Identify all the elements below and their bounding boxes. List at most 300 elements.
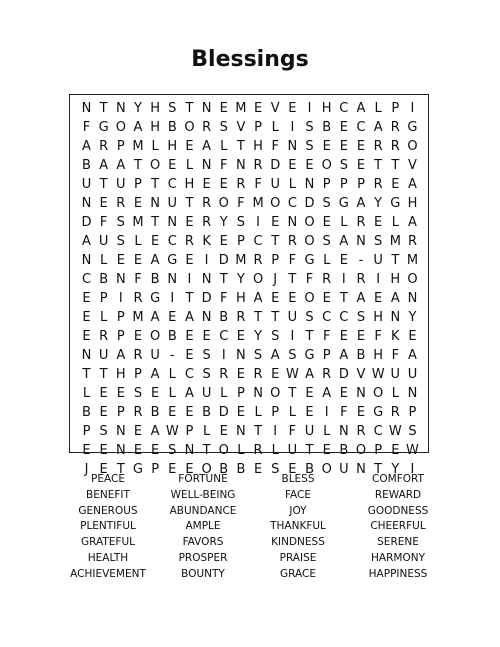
grid-letter[interactable]: U: [81, 177, 92, 192]
grid-letter[interactable]: R: [390, 120, 400, 135]
grid-letter[interactable]: A: [116, 348, 126, 363]
grid-letter[interactable]: E: [99, 462, 108, 477]
grid-letter[interactable]: T: [339, 291, 348, 306]
grid-letter[interactable]: G: [304, 253, 315, 268]
grid-letter[interactable]: B: [219, 310, 229, 325]
grid-letter[interactable]: E: [305, 386, 314, 401]
grid-letter[interactable]: B: [99, 272, 109, 287]
grid-letter[interactable]: U: [304, 424, 315, 439]
grid-letter[interactable]: H: [373, 348, 384, 363]
grid-letter[interactable]: I: [290, 329, 295, 344]
grid-letter[interactable]: A: [373, 120, 383, 135]
grid-letter[interactable]: I: [324, 405, 329, 420]
grid-letter[interactable]: H: [236, 291, 246, 306]
grid-letter[interactable]: B: [236, 462, 246, 477]
grid-letter[interactable]: A: [82, 139, 91, 154]
grid-letter[interactable]: M: [132, 310, 144, 325]
grid-letter[interactable]: A: [339, 348, 349, 363]
grid-letter[interactable]: E: [116, 253, 125, 268]
grid-letter[interactable]: A: [82, 234, 91, 249]
grid-letter[interactable]: E: [339, 253, 348, 268]
grid-letter[interactable]: V: [356, 367, 366, 382]
grid-letter[interactable]: F: [254, 177, 262, 192]
grid-letter[interactable]: B: [305, 462, 314, 477]
grid-letter[interactable]: E: [99, 386, 108, 401]
grid-letter[interactable]: T: [151, 177, 160, 192]
grid-letter[interactable]: U: [116, 177, 126, 192]
grid-letter[interactable]: A: [339, 234, 349, 249]
grid-letter[interactable]: E: [271, 291, 280, 306]
grid-letter[interactable]: J: [273, 272, 278, 287]
grid-letter[interactable]: O: [407, 139, 418, 154]
grid-letter[interactable]: E: [116, 386, 125, 401]
grid-letter[interactable]: S: [356, 310, 366, 325]
grid-letter[interactable]: E: [339, 139, 348, 154]
grid-letter[interactable]: N: [201, 272, 212, 287]
grid-letter[interactable]: B: [82, 158, 91, 173]
grid-letter[interactable]: E: [185, 253, 194, 268]
grid-letter[interactable]: T: [305, 443, 314, 458]
grid-letter[interactable]: N: [356, 386, 366, 401]
grid-letter[interactable]: E: [374, 215, 383, 230]
grid-letter[interactable]: O: [321, 158, 332, 173]
grid-letter[interactable]: P: [271, 405, 280, 420]
grid-letter[interactable]: U: [339, 462, 349, 477]
grid-letter[interactable]: I: [410, 101, 415, 116]
grid-letter[interactable]: S: [288, 348, 297, 363]
grid-letter[interactable]: R: [322, 367, 332, 382]
grid-letter[interactable]: W: [388, 424, 402, 439]
grid-letter[interactable]: Y: [133, 101, 142, 116]
grid-letter[interactable]: E: [185, 215, 194, 230]
grid-letter[interactable]: S: [168, 443, 177, 458]
grid-letter[interactable]: E: [408, 329, 417, 344]
grid-letter[interactable]: R: [99, 329, 109, 344]
grid-letter[interactable]: I: [273, 424, 278, 439]
grid-letter[interactable]: E: [322, 215, 331, 230]
grid-letter[interactable]: N: [81, 101, 92, 116]
grid-letter[interactable]: J: [84, 462, 89, 477]
grid-letter[interactable]: O: [270, 196, 281, 211]
grid-letter[interactable]: H: [115, 367, 126, 382]
grid-letter[interactable]: E: [253, 462, 263, 477]
grid-letter[interactable]: D: [81, 215, 92, 230]
grid-letter[interactable]: -: [169, 348, 175, 363]
grid-letter[interactable]: F: [305, 272, 314, 287]
grid-letter[interactable]: N: [338, 424, 349, 439]
grid-letter[interactable]: N: [407, 386, 418, 401]
grid-letter[interactable]: O: [218, 196, 229, 211]
grid-letter[interactable]: F: [391, 348, 400, 363]
grid-letter[interactable]: L: [185, 158, 194, 173]
grid-letter[interactable]: S: [322, 196, 331, 211]
grid-letter[interactable]: K: [391, 329, 400, 344]
grid-letter[interactable]: E: [99, 196, 108, 211]
grid-letter[interactable]: S: [236, 215, 246, 230]
grid-letter[interactable]: U: [167, 196, 178, 211]
grid-letter[interactable]: P: [357, 177, 365, 192]
grid-letter[interactable]: N: [115, 101, 126, 116]
grid-letter[interactable]: U: [150, 348, 160, 363]
grid-letter[interactable]: L: [271, 120, 279, 135]
grid-letter[interactable]: O: [270, 386, 281, 401]
grid-letter[interactable]: N: [236, 348, 246, 363]
grid-letter[interactable]: B: [339, 443, 349, 458]
grid-letter[interactable]: E: [356, 329, 366, 344]
grid-letter[interactable]: T: [236, 139, 245, 154]
grid-letter[interactable]: U: [390, 367, 401, 382]
grid-letter[interactable]: M: [235, 101, 247, 116]
grid-letter[interactable]: E: [391, 177, 400, 192]
grid-letter[interactable]: E: [271, 215, 280, 230]
grid-letter[interactable]: I: [290, 120, 295, 135]
grid-letter[interactable]: R: [253, 158, 263, 173]
grid-letter[interactable]: F: [340, 405, 348, 420]
grid-letter[interactable]: T: [374, 158, 383, 173]
grid-letter[interactable]: A: [184, 386, 194, 401]
grid-letter[interactable]: F: [134, 272, 142, 287]
grid-letter[interactable]: E: [185, 405, 194, 420]
grid-letter[interactable]: V: [236, 120, 246, 135]
grid-letter[interactable]: A: [116, 158, 126, 173]
grid-letter[interactable]: V: [270, 101, 280, 116]
grid-letter[interactable]: U: [373, 253, 383, 268]
grid-letter[interactable]: C: [339, 310, 349, 325]
grid-letter[interactable]: I: [410, 462, 415, 477]
grid-letter[interactable]: B: [167, 120, 177, 135]
grid-letter[interactable]: N: [201, 158, 212, 173]
grid-letter[interactable]: T: [271, 234, 280, 249]
grid-letter[interactable]: S: [99, 424, 108, 439]
grid-letter[interactable]: R: [236, 177, 246, 192]
grid-letter[interactable]: E: [356, 139, 366, 154]
grid-letter[interactable]: I: [118, 291, 123, 306]
grid-letter[interactable]: O: [373, 386, 384, 401]
grid-letter[interactable]: A: [408, 177, 417, 192]
grid-letter[interactable]: E: [219, 101, 228, 116]
grid-letter[interactable]: C: [167, 234, 177, 249]
grid-letter[interactable]: R: [99, 139, 109, 154]
grid-letter[interactable]: E: [219, 177, 228, 192]
grid-letter[interactable]: U: [98, 348, 109, 363]
grid-letter[interactable]: B: [82, 405, 91, 420]
grid-letter[interactable]: E: [168, 405, 177, 420]
grid-letter[interactable]: F: [288, 253, 297, 268]
grid-letter[interactable]: R: [202, 215, 212, 230]
grid-letter[interactable]: L: [340, 215, 348, 230]
grid-letter[interactable]: O: [252, 272, 264, 287]
grid-letter[interactable]: A: [270, 348, 280, 363]
grid-letter[interactable]: P: [185, 424, 194, 439]
grid-letter[interactable]: P: [151, 462, 160, 477]
grid-letter[interactable]: W: [285, 367, 299, 382]
grid-letter[interactable]: H: [150, 101, 161, 116]
grid-letter[interactable]: O: [407, 272, 418, 287]
grid-letter[interactable]: S: [408, 424, 417, 439]
grid-letter[interactable]: B: [150, 272, 160, 287]
grid-letter[interactable]: H: [373, 310, 384, 325]
grid-letter[interactable]: U: [201, 386, 212, 401]
grid-letter[interactable]: H: [184, 177, 195, 192]
grid-letter[interactable]: P: [116, 405, 125, 420]
grid-letter[interactable]: P: [116, 310, 125, 325]
grid-letter[interactable]: T: [254, 310, 263, 325]
grid-letter[interactable]: P: [408, 405, 417, 420]
grid-letter[interactable]: E: [82, 329, 91, 344]
grid-letter[interactable]: A: [356, 196, 366, 211]
grid-letter[interactable]: C: [219, 329, 229, 344]
grid-letter[interactable]: F: [99, 215, 108, 230]
grid-letter[interactable]: E: [305, 158, 314, 173]
grid-letter[interactable]: P: [391, 101, 400, 116]
grid-letter[interactable]: S: [116, 215, 125, 230]
grid-letter[interactable]: R: [390, 405, 400, 420]
grid-letter[interactable]: S: [253, 348, 263, 363]
grid-letter[interactable]: Y: [219, 215, 228, 230]
grid-letter[interactable]: E: [168, 310, 177, 325]
grid-letter[interactable]: Y: [254, 329, 263, 344]
grid-letter[interactable]: T: [99, 177, 108, 192]
grid-letter[interactable]: L: [220, 386, 228, 401]
grid-letter[interactable]: R: [133, 405, 143, 420]
grid-letter[interactable]: S: [322, 234, 331, 249]
grid-letter[interactable]: L: [288, 177, 296, 192]
grid-letter[interactable]: R: [133, 348, 143, 363]
grid-letter[interactable]: M: [132, 215, 144, 230]
grid-letter[interactable]: E: [151, 443, 160, 458]
grid-letter[interactable]: D: [201, 291, 212, 306]
grid-letter[interactable]: E: [151, 386, 160, 401]
grid-letter[interactable]: E: [202, 329, 211, 344]
grid-letter[interactable]: N: [201, 101, 212, 116]
grid-letter[interactable]: L: [100, 253, 108, 268]
grid-letter[interactable]: N: [287, 139, 298, 154]
grid-letter[interactable]: G: [338, 196, 349, 211]
grid-letter[interactable]: H: [390, 272, 401, 287]
grid-letter[interactable]: G: [304, 348, 315, 363]
grid-letter[interactable]: P: [254, 120, 262, 135]
grid-letter[interactable]: S: [305, 310, 314, 325]
grid-letter[interactable]: A: [322, 386, 332, 401]
grid-letter[interactable]: R: [356, 424, 366, 439]
grid-letter[interactable]: E: [288, 158, 297, 173]
grid-letter[interactable]: E: [356, 405, 366, 420]
grid-letter[interactable]: T: [271, 310, 280, 325]
grid-letter[interactable]: S: [305, 120, 314, 135]
grid-letter[interactable]: O: [115, 120, 126, 135]
grid-letter[interactable]: R: [253, 367, 263, 382]
grid-letter[interactable]: L: [151, 139, 159, 154]
grid-letter[interactable]: N: [115, 424, 126, 439]
grid-letter[interactable]: A: [202, 139, 212, 154]
grid-letter[interactable]: R: [236, 310, 246, 325]
grid-letter[interactable]: M: [252, 196, 264, 211]
grid-letter[interactable]: I: [221, 348, 226, 363]
grid-letter[interactable]: B: [322, 120, 332, 135]
grid-letter[interactable]: L: [323, 424, 331, 439]
grid-letter[interactable]: A: [133, 120, 143, 135]
grid-letter[interactable]: F: [220, 291, 228, 306]
grid-letter[interactable]: E: [374, 291, 383, 306]
grid-letter[interactable]: S: [374, 234, 383, 249]
grid-letter[interactable]: N: [167, 272, 178, 287]
grid-letter[interactable]: L: [202, 424, 211, 439]
grid-letter[interactable]: I: [170, 291, 175, 306]
grid-letter[interactable]: E: [322, 291, 331, 306]
grid-letter[interactable]: A: [150, 310, 160, 325]
grid-letter[interactable]: S: [202, 367, 211, 382]
grid-letter[interactable]: T: [219, 272, 228, 287]
grid-letter[interactable]: L: [82, 386, 91, 401]
grid-letter[interactable]: T: [288, 272, 297, 287]
grid-letter[interactable]: P: [134, 367, 142, 382]
grid-letter[interactable]: E: [322, 139, 331, 154]
grid-letter[interactable]: P: [134, 177, 142, 192]
grid-letter[interactable]: C: [253, 234, 263, 249]
grid-letter[interactable]: M: [132, 139, 144, 154]
grid-letter[interactable]: S: [168, 101, 177, 116]
grid-letter[interactable]: I: [256, 215, 260, 230]
grid-letter[interactable]: D: [338, 367, 349, 382]
grid-letter[interactable]: E: [151, 234, 160, 249]
grid-letter[interactable]: E: [339, 120, 348, 135]
grid-letter[interactable]: R: [253, 443, 263, 458]
grid-letter[interactable]: P: [322, 348, 331, 363]
grid-letter[interactable]: C: [287, 196, 297, 211]
grid-letter[interactable]: -: [358, 253, 364, 268]
grid-letter[interactable]: C: [322, 310, 332, 325]
grid-letter[interactable]: A: [253, 291, 263, 306]
grid-letter[interactable]: T: [254, 424, 263, 439]
grid-letter[interactable]: G: [373, 405, 384, 420]
grid-letter[interactable]: N: [356, 234, 366, 249]
grid-letter[interactable]: N: [236, 424, 246, 439]
grid-letter[interactable]: D: [270, 158, 281, 173]
grid-letter[interactable]: U: [98, 234, 109, 249]
grid-letter[interactable]: L: [168, 367, 176, 382]
grid-letter[interactable]: E: [236, 367, 246, 382]
grid-letter[interactable]: D: [218, 253, 229, 268]
grid-letter[interactable]: R: [202, 120, 212, 135]
grid-letter[interactable]: G: [132, 462, 143, 477]
grid-letter[interactable]: L: [391, 386, 399, 401]
grid-letter[interactable]: U: [407, 367, 418, 382]
grid-letter[interactable]: U: [287, 310, 298, 325]
grid-letter[interactable]: E: [185, 329, 194, 344]
grid-letter[interactable]: E: [133, 196, 143, 211]
grid-letter[interactable]: E: [253, 101, 263, 116]
grid-letter[interactable]: S: [202, 348, 211, 363]
grid-letter[interactable]: G: [167, 253, 178, 268]
grid-letter[interactable]: E: [339, 329, 348, 344]
grid-letter[interactable]: A: [390, 291, 400, 306]
grid-letter[interactable]: E: [288, 291, 297, 306]
grid-letter[interactable]: G: [150, 291, 161, 306]
grid-letter[interactable]: R: [356, 215, 366, 230]
grid-letter[interactable]: T: [99, 101, 108, 116]
grid-letter[interactable]: F: [220, 158, 228, 173]
grid-letter[interactable]: T: [133, 158, 142, 173]
grid-letter[interactable]: I: [187, 272, 192, 287]
grid-letter[interactable]: N: [150, 196, 160, 211]
grid-letter[interactable]: E: [82, 310, 91, 325]
grid-letter[interactable]: A: [99, 158, 109, 173]
grid-letter[interactable]: P: [99, 291, 108, 306]
grid-letter[interactable]: H: [407, 196, 418, 211]
grid-letter[interactable]: O: [218, 443, 229, 458]
grid-letter[interactable]: S: [271, 329, 280, 344]
grid-letter[interactable]: S: [339, 158, 348, 173]
grid-letter[interactable]: L: [100, 310, 108, 325]
grid-letter[interactable]: B: [356, 348, 366, 363]
grid-letter[interactable]: N: [356, 462, 366, 477]
grid-letter[interactable]: N: [236, 158, 246, 173]
grid-letter[interactable]: A: [408, 215, 417, 230]
grid-letter[interactable]: L: [168, 386, 176, 401]
grid-letter[interactable]: R: [202, 196, 212, 211]
grid-letter[interactable]: P: [116, 329, 125, 344]
grid-letter[interactable]: O: [304, 234, 315, 249]
grid-letter[interactable]: T: [151, 215, 160, 230]
grid-letter[interactable]: L: [237, 443, 245, 458]
grid-letter[interactable]: T: [305, 329, 314, 344]
grid-letter[interactable]: E: [219, 424, 228, 439]
grid-letter[interactable]: L: [391, 215, 399, 230]
grid-letter[interactable]: L: [374, 101, 382, 116]
grid-letter[interactable]: T: [116, 462, 125, 477]
grid-letter[interactable]: C: [356, 120, 366, 135]
grid-letter[interactable]: E: [219, 234, 228, 249]
grid-letter[interactable]: P: [322, 177, 331, 192]
grid-letter[interactable]: E: [202, 177, 211, 192]
grid-letter[interactable]: T: [185, 101, 194, 116]
grid-letter[interactable]: F: [374, 329, 382, 344]
grid-letter[interactable]: A: [305, 367, 314, 382]
grid-letter[interactable]: F: [288, 424, 297, 439]
grid-letter[interactable]: E: [133, 253, 143, 268]
grid-letter[interactable]: E: [236, 405, 246, 420]
grid-letter[interactable]: N: [115, 272, 126, 287]
grid-letter[interactable]: I: [307, 101, 312, 116]
grid-letter[interactable]: R: [373, 177, 383, 192]
grid-letter[interactable]: B: [202, 405, 212, 420]
grid-letter[interactable]: N: [287, 215, 298, 230]
grid-letter[interactable]: G: [390, 196, 401, 211]
grid-letter[interactable]: N: [167, 215, 178, 230]
grid-letter[interactable]: E: [305, 405, 314, 420]
grid-letter[interactable]: E: [168, 462, 177, 477]
grid-letter[interactable]: M: [389, 234, 401, 249]
grid-letter[interactable]: O: [304, 291, 315, 306]
grid-letter[interactable]: W: [165, 424, 179, 439]
grid-letter[interactable]: A: [150, 253, 160, 268]
grid-letter[interactable]: D: [218, 405, 229, 420]
grid-letter[interactable]: E: [322, 443, 331, 458]
grid-letter[interactable]: S: [219, 120, 228, 135]
grid-letter[interactable]: E: [288, 101, 297, 116]
grid-letter[interactable]: E: [391, 443, 400, 458]
grid-letter[interactable]: L: [323, 253, 331, 268]
grid-letter[interactable]: L: [134, 234, 142, 249]
grid-letter[interactable]: W: [406, 443, 419, 458]
grid-letter[interactable]: E: [356, 158, 366, 173]
grid-letter[interactable]: T: [391, 253, 400, 268]
grid-letter[interactable]: N: [81, 348, 92, 363]
grid-letter[interactable]: S: [271, 462, 280, 477]
grid-letter[interactable]: T: [99, 367, 108, 382]
grid-letter[interactable]: T: [185, 291, 194, 306]
grid-letter[interactable]: G: [98, 120, 109, 135]
